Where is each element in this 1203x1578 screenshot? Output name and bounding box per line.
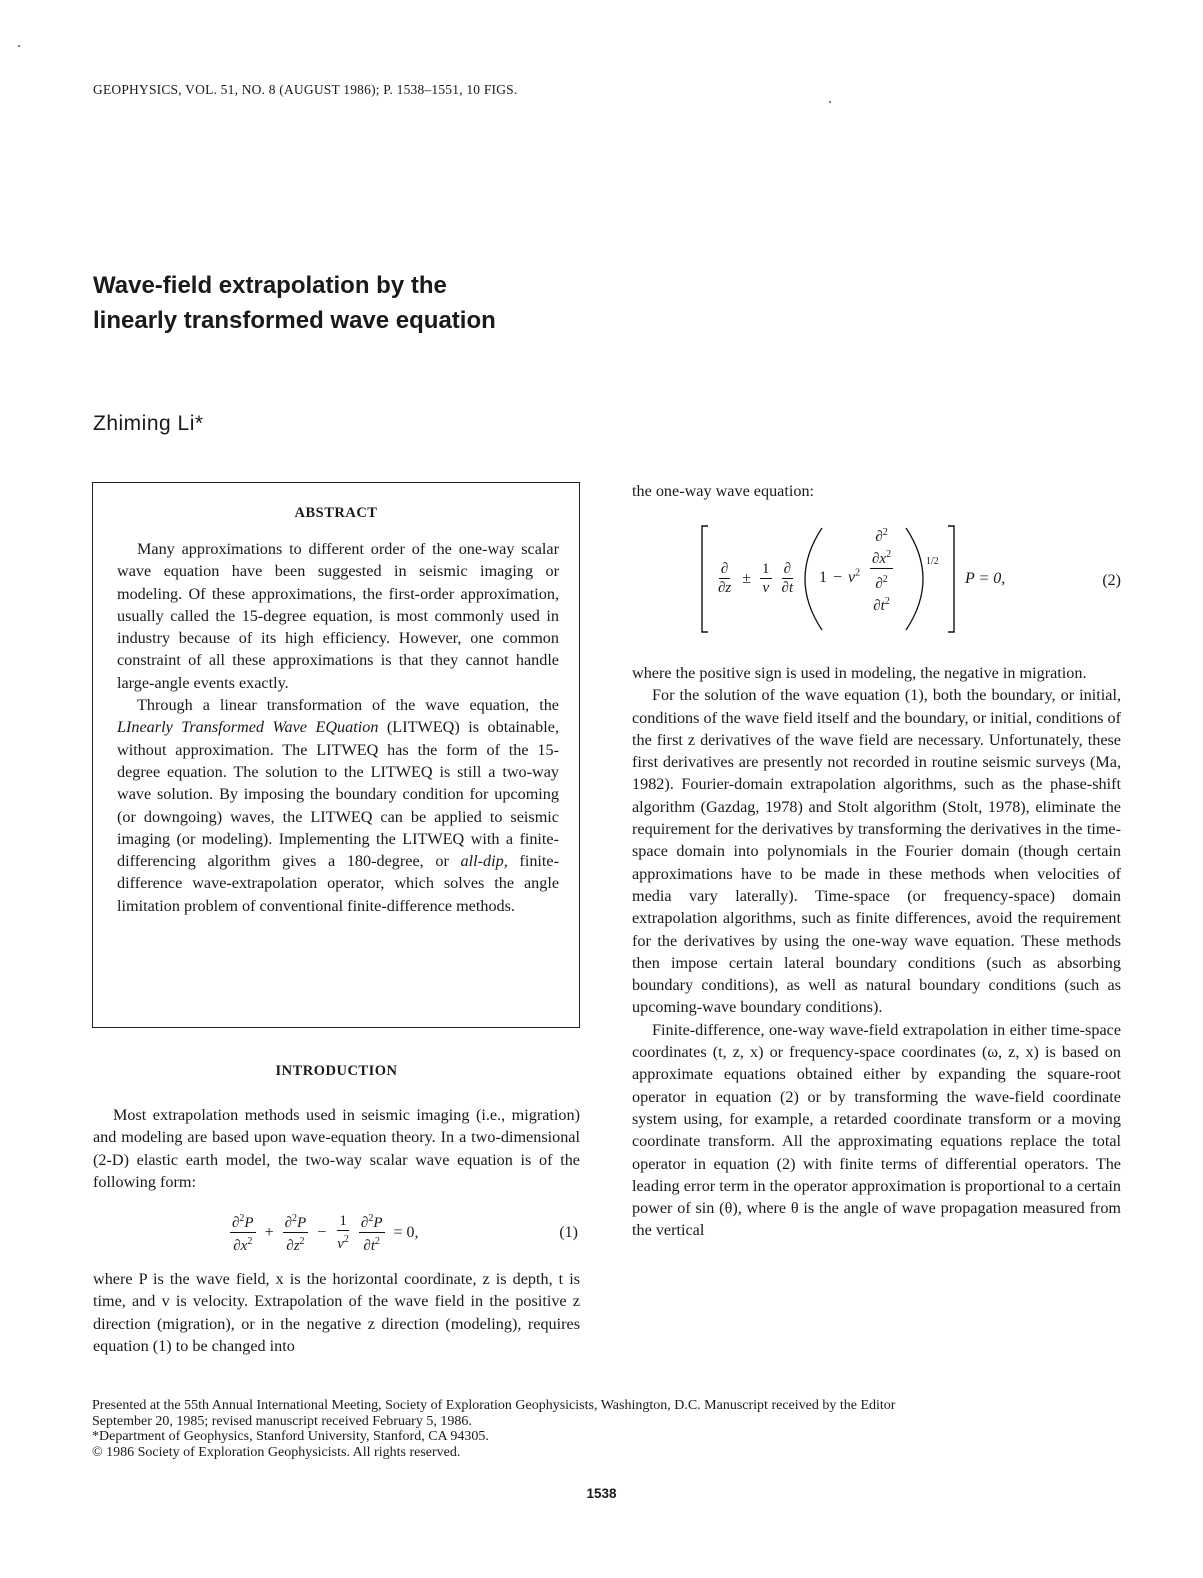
litweq-expansion: LInearly Transformed Wave EQuation [117,718,379,737]
footnote-copyright: © 1986 Society of Exploration Geophysicists. All rights reserved. [92,1444,461,1460]
v-squared: $v^2$ [848,568,861,587]
intro-text: where P is the wave field, x is the horizontal coordinate, z is depth, t is time, and v is velocity. Extrapolation of the wave field in the positive z direction (migration), or in the negative z direction (modeling), requires equation (1) to be changed into [93,1270,580,1355]
minus-sign: − [317,1223,327,1241]
intro-text: Most extrapolation methods used in seismic imaging (i.e., migration) and modeling are based upon wave-equation theory. In a two-dimensional (2-D) elastic earth model, the two-way scalar wave equation is of the following form: [93,1106,580,1191]
all-dip-term: all-dip, [460,852,508,871]
right-paragraph-3: Finite-difference, one-way wave-field extrapolation in either time-space coordinates (t, z, x) or frequency-space coordinates (ω, z, x) is based on approximate equations obtained either by expanding the square-root operator in equation (2) or by transforming the wave-field coordinate system using, for example, a retarded coordinate transform or a moving coordinate transform. All the approximating equations replace the total operator in equation (2) with finite terms of differential operators. The leading error term in the operator approximation is proportional to a certain power of sin (θ), where θ is the angle of wave propagation measured from the vertical [632,1020,1121,1240]
one-way-lead-text: the one-way wave equation: [632,482,815,500]
equation-1 [93,1206,580,1262]
eq2-inverse-velocity: $\frac{1}{v}$ [762,561,770,596]
introduction-paragraph-2 [93,1268,580,1357]
title-line-1: Wave-field extrapolation by the [93,272,447,299]
footnote-presented: Presented at the 55th Annual International Meeting, Society of Exploration Geophysicists, Washington, D.C. Manuscript received by the Editor [92,1398,896,1413]
eq2-d-dt: $\frac{\partial}{\partial t}$ [781,561,794,596]
one: 1 [819,568,827,586]
footnotes [92,1398,1122,1460]
eq1-term-t: $\frac{\partial^2P}{\partial t^2}$ [359,1210,385,1255]
equation-2-operator [714,560,797,597]
equation-2 [700,520,1121,638]
equation-2-number: (2) [1102,572,1121,589]
page-number: 1538 [586,1486,617,1501]
equation-1-number: (1) [559,1224,578,1241]
abstract-body [117,538,559,917]
abstract-heading: ABSTRACT [294,505,378,521]
eq2-nested-num-bottom: $\partial x^2$ [870,546,893,569]
introduction-paragraph-1 [93,1104,580,1193]
right-paragraph-1: where the positive sign is used in modeling, the negative in migration. [632,664,1087,682]
eq2-nested-den-bottom: $\partial t^2$ [873,596,890,614]
minus-sign: − [833,568,843,586]
right-column-body [632,662,1121,1242]
title-line-2: linearly transformed wave equation [93,307,496,334]
author-name: Zhiming Li* [93,412,204,435]
right-column-lead [632,480,1121,502]
eq2-nested-den-top: ∂$^2$ [875,574,888,592]
equation-2-root-term [816,568,863,587]
eq2-rhs-text: P = 0, [965,570,1006,587]
footnote-received: September 20, 1985; revised manuscript received February 5, 1986. [92,1413,472,1429]
right-paragraph-2: For the solution of the wave equation (1), both the boundary, or initial, conditions of the wave field itself and the boundary, or initial, conditions of the first z derivatives of the wave field are necessary. Unfortunately, these first derivatives are presently not recorded in routine seismic surveys (Ma, 1982). Fourier-domain extrapolation algorithms, such as the phase-shift algorithm (Gazdag, 1978) and Stolt algorithm (Stolt, 1978), eliminate the requirement for the derivatives by transforming the derivatives in the time-space domain into polynomials in the Fourier domain (though certain approximations have to be made in these methods when velocities of media vary laterally). Time-space (or frequency-space) domain extrapolation algorithms, such as finite differences, avoid the requirement for the derivatives by using the one-way wave equation. These methods then impose certain lateral boundary conditions (such as absorbing boundary conditions), as well as natural boundary conditions (such as upcoming-wave boundary conditions). [632,686,1121,1017]
equation-1-body [228,1210,422,1255]
eq1-term-x: $\frac{\partial^2P}{\partial x^2}$ [230,1210,256,1255]
eq2-nested-num-top: ∂$^2$ [875,527,888,545]
plus-minus-sign: ± [742,569,752,587]
scan-speck [18,45,20,47]
abstract-text-span: finite-difference wave-extrapolation operator, which solves the angle limitation problem of conventional finite-difference methods. [117,852,559,915]
abstract-paragraph-2 [117,694,559,917]
introduction-heading: INTRODUCTION [275,1063,398,1079]
eq1-term-z: $\frac{\partial^2P}{\partial z^2}$ [283,1210,309,1255]
plus-sign: + [264,1223,274,1241]
abstract-text-span: (LITWEQ) is obtainable, without approximation. The LITWEQ has the form of the 15-degree equation. The solution to the LITWEQ is still a two-way wave solution. By imposing the boundary condition for upcoming (or downgoing) waves, the LITWEQ can be applied to seismic imaging (or modeling). Implementing the LITWEQ with a finite-differencing algorithm gives a 180-degree, or [117,718,559,871]
eq2-rhs [965,570,1005,588]
abstract-paragraph-1: Many approximations to different order of the one-way scalar wave equation have been suggested in seismic imaging or modeling. Of these approximations, the first-order approximation, usually called the 15-degree equation, is most commonly used in industry because of its high efficiency. However, one common constraint of all these approximations is that they cannot handle large-angle events exactly. [117,540,559,692]
eq2-nested-fraction [870,524,893,615]
eq1-inverse-velocity: $\frac{1}{v^2}$ [337,1213,349,1252]
footnote-affiliation: *Department of Geophysics, Stanford University, Stanford, CA 94305. [92,1429,489,1444]
eq1-rhs: = 0, [393,1223,419,1241]
paper-title [93,268,793,338]
abstract-text-span: Through a linear transformation of the wave equation, the [137,696,559,715]
journal-citation: GEOPHYSICS, VOL. 51, NO. 8 (AUGUST 1986); P. 1538–1551, 10 FIGS. [93,82,518,97]
eq2-d-dz: $\frac{\partial}{\partial z}$ [718,561,732,596]
scan-speck [829,101,831,103]
eq2-exponent: 1/2 [926,556,939,567]
